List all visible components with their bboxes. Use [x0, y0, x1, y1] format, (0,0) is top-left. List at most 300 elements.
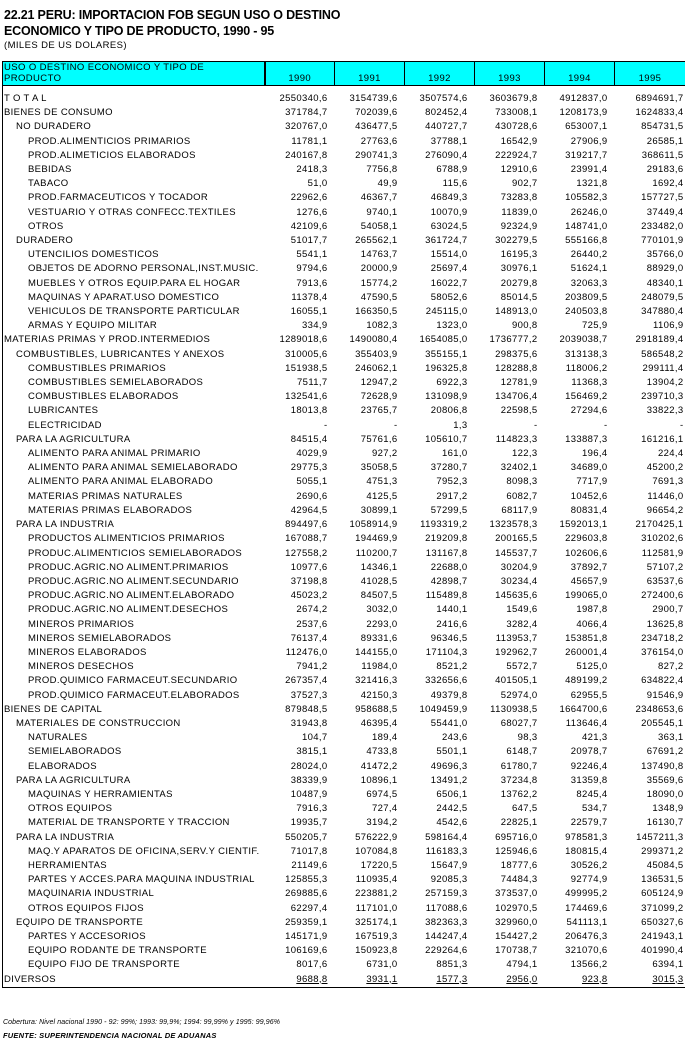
- row-label: MAQUINAS Y APARAT.USO DOMESTICO: [3, 291, 265, 305]
- value-cell: 1736777,2: [489, 334, 538, 346]
- table-row: [3, 490, 685, 504]
- table-row: [3, 135, 685, 149]
- value-cell: 37788,1: [430, 135, 468, 147]
- value-cell: 4751,3: [366, 476, 398, 488]
- value-cell: 363,1: [615, 731, 685, 745]
- value-cell: 30526,2: [570, 859, 608, 871]
- table-row: [3, 163, 685, 177]
- value-cell: 222924,7: [495, 149, 538, 161]
- value-cell: 166350,5: [355, 306, 398, 318]
- value-cell: 96654,2: [615, 504, 685, 518]
- value-cell: 85014,5: [500, 291, 538, 303]
- value-cell: 1549,6: [506, 604, 538, 616]
- value-cell: 37449,4: [615, 206, 685, 220]
- value-cell: 3015,3: [615, 973, 685, 988]
- row-label: SEMIELABORADOS: [3, 745, 265, 759]
- value-cell: 156469,2: [565, 391, 608, 403]
- value-cell: 229603,8: [565, 533, 608, 545]
- value-cell: 1106,9: [615, 319, 685, 333]
- row-label: MATERIAS PRIMAS NATURALES: [3, 490, 265, 504]
- value-cell: 92774,9: [570, 874, 608, 886]
- value-cell: 2293,0: [366, 618, 398, 630]
- table-row: [3, 703, 685, 717]
- value-cell: 76137,4: [290, 632, 328, 644]
- value-cell: 34689,0: [570, 462, 608, 474]
- value-cell: 20279,8: [500, 277, 538, 289]
- value-cell: 148741,0: [565, 220, 608, 232]
- value-cell: 2416,6: [436, 618, 468, 630]
- row-label: NO DURADERO: [3, 120, 265, 134]
- table-row: [3, 973, 685, 988]
- value-cell: 3154739,6: [349, 93, 398, 104]
- value-cell: 8098,3: [506, 476, 538, 488]
- value-cell: 894497,6: [285, 519, 328, 531]
- row-label: UTENCILIOS DOMESTICOS: [3, 248, 265, 262]
- value-cell: 2170425,1: [615, 518, 685, 532]
- value-cell: 8851,3: [436, 959, 468, 971]
- row-label: MAQUINARIA INDUSTRIAL: [3, 887, 265, 901]
- value-cell: 205545,1: [615, 717, 685, 731]
- value-cell: 20806,8: [430, 405, 468, 417]
- value-cell: 22825,1: [500, 817, 538, 829]
- value-cell: 302279,5: [495, 235, 538, 247]
- value-cell: 310202,6: [615, 532, 685, 546]
- value-cell: 541113,1: [566, 916, 608, 928]
- value-cell: 9688,8: [265, 973, 335, 988]
- value-cell: 18090,0: [615, 788, 685, 802]
- value-cell: 421,3: [581, 732, 608, 744]
- value-cell: 145171,9: [285, 930, 328, 942]
- value-cell: 401505,1: [495, 675, 538, 687]
- value-cell: 15647,9: [430, 859, 468, 871]
- value-cell: 2039038,7: [559, 334, 608, 346]
- value-cell: 112476,0: [285, 646, 328, 658]
- row-label: PROD.ALIMENTICIOS PRIMARIOS: [3, 135, 265, 149]
- value-cell: 10070,9: [430, 206, 468, 218]
- table-row: [3, 92, 685, 106]
- header-year: 1993: [475, 62, 545, 86]
- row-label: PARTES Y ACCES.PARA MAQUINA INDUSTRIAL: [3, 873, 265, 887]
- row-label: PROD.QUIMICO FARMACEUT.ELABORADOS: [3, 689, 265, 703]
- value-cell: 576222,9: [355, 831, 398, 843]
- value-cell: 241943,1: [615, 930, 685, 944]
- value-cell: 6148,7: [506, 746, 538, 758]
- value-cell: 2917,2: [436, 490, 468, 502]
- value-cell: 26440,2: [570, 249, 608, 261]
- value-cell: 440727,7: [425, 121, 468, 133]
- value-cell: 605124,9: [615, 887, 685, 901]
- value-cell: 7756,8: [366, 164, 398, 176]
- table-row: [3, 447, 685, 461]
- row-label: DIVERSOS: [3, 973, 265, 988]
- value-cell: 257159,3: [425, 888, 468, 900]
- value-cell: 879848,5: [285, 703, 328, 715]
- row-label: OTROS EQUIPOS: [3, 802, 265, 816]
- value-cell: 19935,7: [290, 817, 328, 829]
- value-cell: 174469,6: [565, 902, 608, 914]
- row-label: MAQUINAS Y HERRAMIENTAS: [3, 788, 265, 802]
- value-cell: 265562,1: [355, 235, 398, 247]
- value-cell: 10452,6: [570, 490, 608, 502]
- table-row: [3, 760, 685, 774]
- table-row: [3, 859, 685, 873]
- value-cell: 329960,0: [495, 916, 538, 928]
- value-cell: 105582,3: [565, 192, 608, 204]
- value-cell: 9740,1: [366, 206, 398, 218]
- value-cell: 30899,1: [360, 504, 398, 516]
- row-label: BEBIDAS: [3, 163, 265, 177]
- header-year: 1995: [615, 62, 685, 86]
- value-cell: 167088,7: [285, 533, 328, 545]
- value-cell: 276090,4: [425, 149, 468, 161]
- value-cell: 199065,0: [565, 590, 608, 602]
- value-cell: 382363,3: [425, 916, 468, 928]
- value-cell: 7717,9: [576, 476, 608, 488]
- row-label: MINEROS PRIMARIOS: [3, 618, 265, 632]
- row-label: ALIMENTO PARA ANIMAL ELABORADO: [3, 475, 265, 489]
- value-cell: 5055,1: [296, 476, 328, 488]
- value-cell: 35058,5: [360, 462, 398, 474]
- header-category: USO O DESTINO ECONOMICO Y TIPO DE PRODUCTO: [3, 62, 265, 86]
- coverage-note: Cobertura: Nivel nacional 1990 - 92: 99%; 1993: 99,9%; 1994: 99,99% y 1995: 99,96%: [3, 1019, 281, 1026]
- table-row: [3, 589, 685, 603]
- value-cell: 1987,8: [576, 604, 608, 616]
- value-cell: 5501,1: [436, 746, 468, 758]
- value-cell: -: [603, 419, 608, 431]
- value-cell: 319217,7: [565, 149, 608, 161]
- value-cell: 8521,2: [436, 661, 468, 673]
- value-cell: 321416,3: [355, 675, 398, 687]
- value-cell: 27906,9: [570, 135, 608, 147]
- value-cell: 196,4: [581, 448, 608, 460]
- row-label: PROD.FARMACEUTICOS Y TOCADOR: [3, 191, 265, 205]
- value-cell: 1664700,6: [559, 703, 608, 715]
- value-cell: 902,7: [511, 178, 538, 190]
- row-label: OTROS EQUIPOS FIJOS: [3, 902, 265, 916]
- row-label: ELECTRICIDAD: [3, 419, 265, 433]
- value-cell: 55441,0: [430, 717, 468, 729]
- value-cell: 702039,6: [355, 107, 398, 119]
- value-cell: 37234,8: [500, 774, 538, 786]
- table-row: [3, 475, 685, 489]
- value-cell: 224,4: [615, 447, 685, 461]
- value-cell: 104,7: [301, 732, 328, 744]
- table-row: [3, 561, 685, 575]
- value-cell: 133887,3: [565, 433, 608, 445]
- value-cell: 27763,6: [360, 135, 398, 147]
- value-cell: 4733,8: [366, 746, 398, 758]
- value-cell: 35766,0: [615, 248, 685, 262]
- value-cell: 1490080,4: [349, 334, 398, 346]
- value-cell: 371099,2: [615, 902, 685, 916]
- value-cell: 1692,4: [615, 177, 685, 191]
- row-label: PRODUC.AGRIC.NO ALIMENT.PRIMARIOS: [3, 561, 265, 575]
- table-row: [3, 902, 685, 916]
- table-row: [3, 504, 685, 518]
- row-label: ALIMENTO PARA ANIMAL PRIMARIO: [3, 447, 265, 461]
- value-cell: 167519,3: [355, 930, 398, 942]
- table-row: [3, 717, 685, 731]
- table-row: [3, 660, 685, 674]
- value-cell: 6922,3: [436, 377, 468, 389]
- value-cell: 51,0: [307, 178, 328, 190]
- value-cell: 695716,0: [495, 831, 538, 843]
- table-row: [3, 348, 685, 362]
- row-label: VESTUARIO Y OTRAS CONFECC.TEXTILES: [3, 206, 265, 220]
- title-line-1: 22.21 PERU: IMPORTACION FOB SEGUN USO O DESTINO: [4, 8, 341, 22]
- value-cell: 200165,5: [495, 533, 538, 545]
- value-cell: 84515,4: [290, 433, 328, 445]
- value-cell: 118006,2: [565, 362, 608, 374]
- table-row: [3, 930, 685, 944]
- value-cell: 41028,5: [360, 575, 398, 587]
- value-cell: 1058914,9: [349, 519, 398, 531]
- value-cell: 73283,8: [500, 192, 538, 204]
- value-cell: 11368,3: [571, 377, 608, 389]
- value-cell: 802452,4: [425, 107, 468, 119]
- value-cell: 110935,4: [355, 874, 398, 886]
- value-cell: 320767,0: [285, 121, 328, 133]
- value-cell: 7916,3: [296, 803, 328, 815]
- table-row: [3, 845, 685, 859]
- table-row: [3, 646, 685, 660]
- value-cell: 37527,3: [290, 689, 328, 701]
- value-cell: 1323578,3: [489, 519, 538, 531]
- value-cell: 401990,4: [615, 944, 685, 958]
- value-cell: 31359,8: [570, 774, 608, 786]
- row-label: DURADERO: [3, 234, 265, 248]
- value-cell: 260001,4: [565, 646, 608, 658]
- value-cell: 1193319,2: [420, 519, 468, 531]
- header-year: 1991: [335, 62, 405, 86]
- table-row: [3, 916, 685, 930]
- value-cell: 189,4: [371, 732, 398, 744]
- table-row: [3, 177, 685, 191]
- value-cell: 534,7: [581, 803, 608, 815]
- value-cell: 145537,7: [495, 547, 538, 559]
- value-cell: 67691,2: [615, 745, 685, 759]
- value-cell: 219209,8: [425, 533, 468, 545]
- table-row: [3, 788, 685, 802]
- value-cell: 32402,1: [500, 462, 538, 474]
- table-row: [3, 518, 685, 532]
- value-cell: 49696,3: [430, 760, 468, 772]
- value-cell: 18777,6: [500, 859, 538, 871]
- row-label: MATERIAS PRIMAS ELABORADOS: [3, 504, 265, 518]
- row-label: EQUIPO RODANTE DE TRANSPORTE: [3, 944, 265, 958]
- value-cell: 223881,2: [355, 888, 398, 900]
- value-cell: 203809,5: [565, 291, 608, 303]
- value-cell: 13762,2: [500, 788, 538, 800]
- value-cell: 74484,3: [500, 874, 538, 886]
- value-cell: 2956,0: [475, 973, 545, 988]
- value-cell: 107084,8: [355, 845, 398, 857]
- value-cell: 114823,3: [495, 433, 538, 445]
- value-cell: 51624,1: [570, 263, 608, 275]
- value-cell: 11781,1: [291, 135, 328, 147]
- table-row: [3, 291, 685, 305]
- value-cell: 355403,9: [355, 348, 398, 360]
- value-cell: 49,9: [377, 178, 398, 190]
- value-cell: 6082,7: [506, 490, 538, 502]
- value-cell: 240503,8: [565, 306, 608, 318]
- value-cell: 125946,6: [495, 845, 538, 857]
- value-cell: 233482,0: [615, 220, 685, 234]
- row-label: PRODUCTOS ALIMENTICIOS PRIMARIOS: [3, 532, 265, 546]
- value-cell: 1082,3: [366, 320, 398, 332]
- value-cell: 91546,9: [615, 689, 685, 703]
- value-cell: 725,9: [581, 320, 608, 332]
- value-cell: 1208173,9: [559, 107, 608, 119]
- value-cell: 430728,6: [495, 121, 538, 133]
- value-cell: 313138,3: [565, 348, 608, 360]
- value-cell: 42898,7: [430, 575, 468, 587]
- value-cell: 116183,3: [425, 845, 468, 857]
- value-cell: 22688,0: [430, 561, 468, 573]
- value-cell: 2418,3: [296, 164, 328, 176]
- table-row: [3, 547, 685, 561]
- value-cell: 171104,3: [425, 646, 468, 658]
- table-row: [3, 603, 685, 617]
- table-row: [3, 816, 685, 830]
- row-label: MATERIAL DE TRANSPORTE Y TRACCION: [3, 816, 265, 830]
- value-cell: 240167,8: [285, 149, 328, 161]
- value-cell: 29775,3: [290, 462, 328, 474]
- value-cell: 117101,0: [355, 902, 398, 914]
- value-cell: 2348653,6: [615, 703, 685, 717]
- value-cell: 26246,0: [570, 206, 608, 218]
- value-cell: 148913,0: [495, 306, 538, 318]
- value-cell: 144155,0: [355, 646, 398, 658]
- value-cell: 6731,0: [366, 959, 398, 971]
- value-cell: 248079,5: [615, 291, 685, 305]
- value-cell: 7941,2: [296, 661, 328, 673]
- value-cell: 1577,3: [405, 973, 475, 988]
- value-cell: 7511,7: [297, 377, 328, 389]
- value-cell: 122,3: [511, 448, 538, 460]
- value-cell: 361724,7: [425, 235, 468, 247]
- value-cell: 105610,7: [425, 433, 468, 445]
- row-label: PRODUC.AGRIC.NO ALIMENT.DESECHOS: [3, 603, 265, 617]
- value-cell: 42109,6: [290, 220, 328, 232]
- value-cell: 16055,1: [290, 306, 328, 318]
- table-row: [3, 802, 685, 816]
- value-cell: 150923,8: [355, 945, 398, 957]
- value-cell: 900,8: [511, 320, 538, 332]
- table-row: [3, 277, 685, 291]
- value-cell: 598164,4: [425, 831, 468, 843]
- table-row: [3, 191, 685, 205]
- row-label: EQUIPO DE TRANSPORTE: [3, 916, 265, 930]
- value-cell: 127558,2: [285, 547, 328, 559]
- value-cell: 102970,5: [495, 902, 538, 914]
- table-row: [3, 433, 685, 447]
- value-cell: 33822,3: [615, 404, 685, 418]
- value-cell: 6394,1: [615, 958, 685, 972]
- row-label: EQUIPO FIJO DE TRANSPORTE: [3, 958, 265, 972]
- table-row: [3, 532, 685, 546]
- value-cell: 11446,0: [615, 490, 685, 504]
- value-cell: 1321,8: [576, 178, 608, 190]
- row-label: MATERIALES DE CONSTRUCCION: [3, 717, 265, 731]
- row-label: COMBUSTIBLES PRIMARIOS: [3, 362, 265, 376]
- value-cell: 206476,3: [565, 930, 608, 942]
- table-row: [3, 944, 685, 958]
- value-cell: 13491,2: [430, 774, 468, 786]
- value-cell: 2442,5: [436, 803, 468, 815]
- value-cell: 3507574,6: [419, 93, 468, 104]
- table-row: [3, 390, 685, 404]
- row-label: PARA LA INDUSTRIA: [3, 518, 265, 532]
- value-cell: 9794,6: [296, 263, 328, 275]
- value-cell: 650327,6: [615, 916, 685, 930]
- header-year: 1990: [265, 62, 335, 86]
- value-cell: 80831,4: [570, 504, 608, 516]
- value-cell: 436477,5: [355, 121, 398, 133]
- row-label: LUBRICANTES: [3, 404, 265, 418]
- value-cell: 37892,7: [570, 561, 608, 573]
- value-cell: 46849,3: [430, 192, 468, 204]
- header-year: 1994: [545, 62, 615, 86]
- row-label: COMBUSTIBLES ELABORADOS: [3, 390, 265, 404]
- table-row: [3, 262, 685, 276]
- value-cell: 8245,4: [576, 788, 608, 800]
- value-cell: 4912837,0: [559, 93, 608, 104]
- value-cell: 245115,0: [425, 306, 468, 318]
- row-label: PARA LA INDUSTRIA: [3, 831, 265, 845]
- value-cell: 8017,6: [296, 959, 328, 971]
- value-cell: 14763,7: [360, 249, 398, 261]
- value-cell: 12910,6: [500, 164, 538, 176]
- value-cell: 2550340,6: [279, 93, 328, 104]
- value-cell: 145635,6: [495, 590, 538, 602]
- value-cell: 22962,6: [290, 192, 328, 204]
- row-label: PARTES Y ACCESORIOS: [3, 930, 265, 944]
- header-year: 1992: [405, 62, 475, 86]
- value-cell: 489199,2: [565, 675, 608, 687]
- import-table: [2, 61, 685, 988]
- value-cell: 18013,8: [290, 405, 328, 417]
- value-cell: 499995,2: [565, 888, 608, 900]
- value-cell: 10977,6: [290, 561, 328, 573]
- value-cell: 2918189,4: [615, 333, 685, 347]
- table-row: [3, 774, 685, 788]
- value-cell: 4125,5: [366, 490, 398, 502]
- table-row: [3, 305, 685, 319]
- value-cell: 727,4: [371, 803, 398, 815]
- value-cell: 151938,5: [285, 362, 328, 374]
- value-cell: 45023,2: [290, 590, 328, 602]
- value-cell: 42150,3: [360, 689, 398, 701]
- value-cell: 106169,6: [285, 945, 328, 957]
- value-cell: 4066,4: [576, 618, 608, 630]
- value-cell: 30204,9: [500, 561, 538, 573]
- row-label: COMBUSTIBLES, LUBRICANTES Y ANEXOS: [3, 348, 265, 362]
- value-cell: 45084,5: [615, 859, 685, 873]
- value-cell: 30976,1: [500, 263, 538, 275]
- table-row: [3, 419, 685, 433]
- row-label: NATURALES: [3, 731, 265, 745]
- value-cell: 246062,1: [355, 362, 398, 374]
- value-cell: 92085,3: [430, 874, 468, 886]
- table-row: [3, 873, 685, 887]
- table-row: [3, 220, 685, 234]
- value-cell: 586548,2: [615, 348, 685, 362]
- value-cell: 310005,6: [285, 348, 328, 360]
- value-cell: 37198,8: [290, 575, 328, 587]
- value-cell: 11839,0: [501, 206, 538, 218]
- value-cell: 102606,6: [565, 547, 608, 559]
